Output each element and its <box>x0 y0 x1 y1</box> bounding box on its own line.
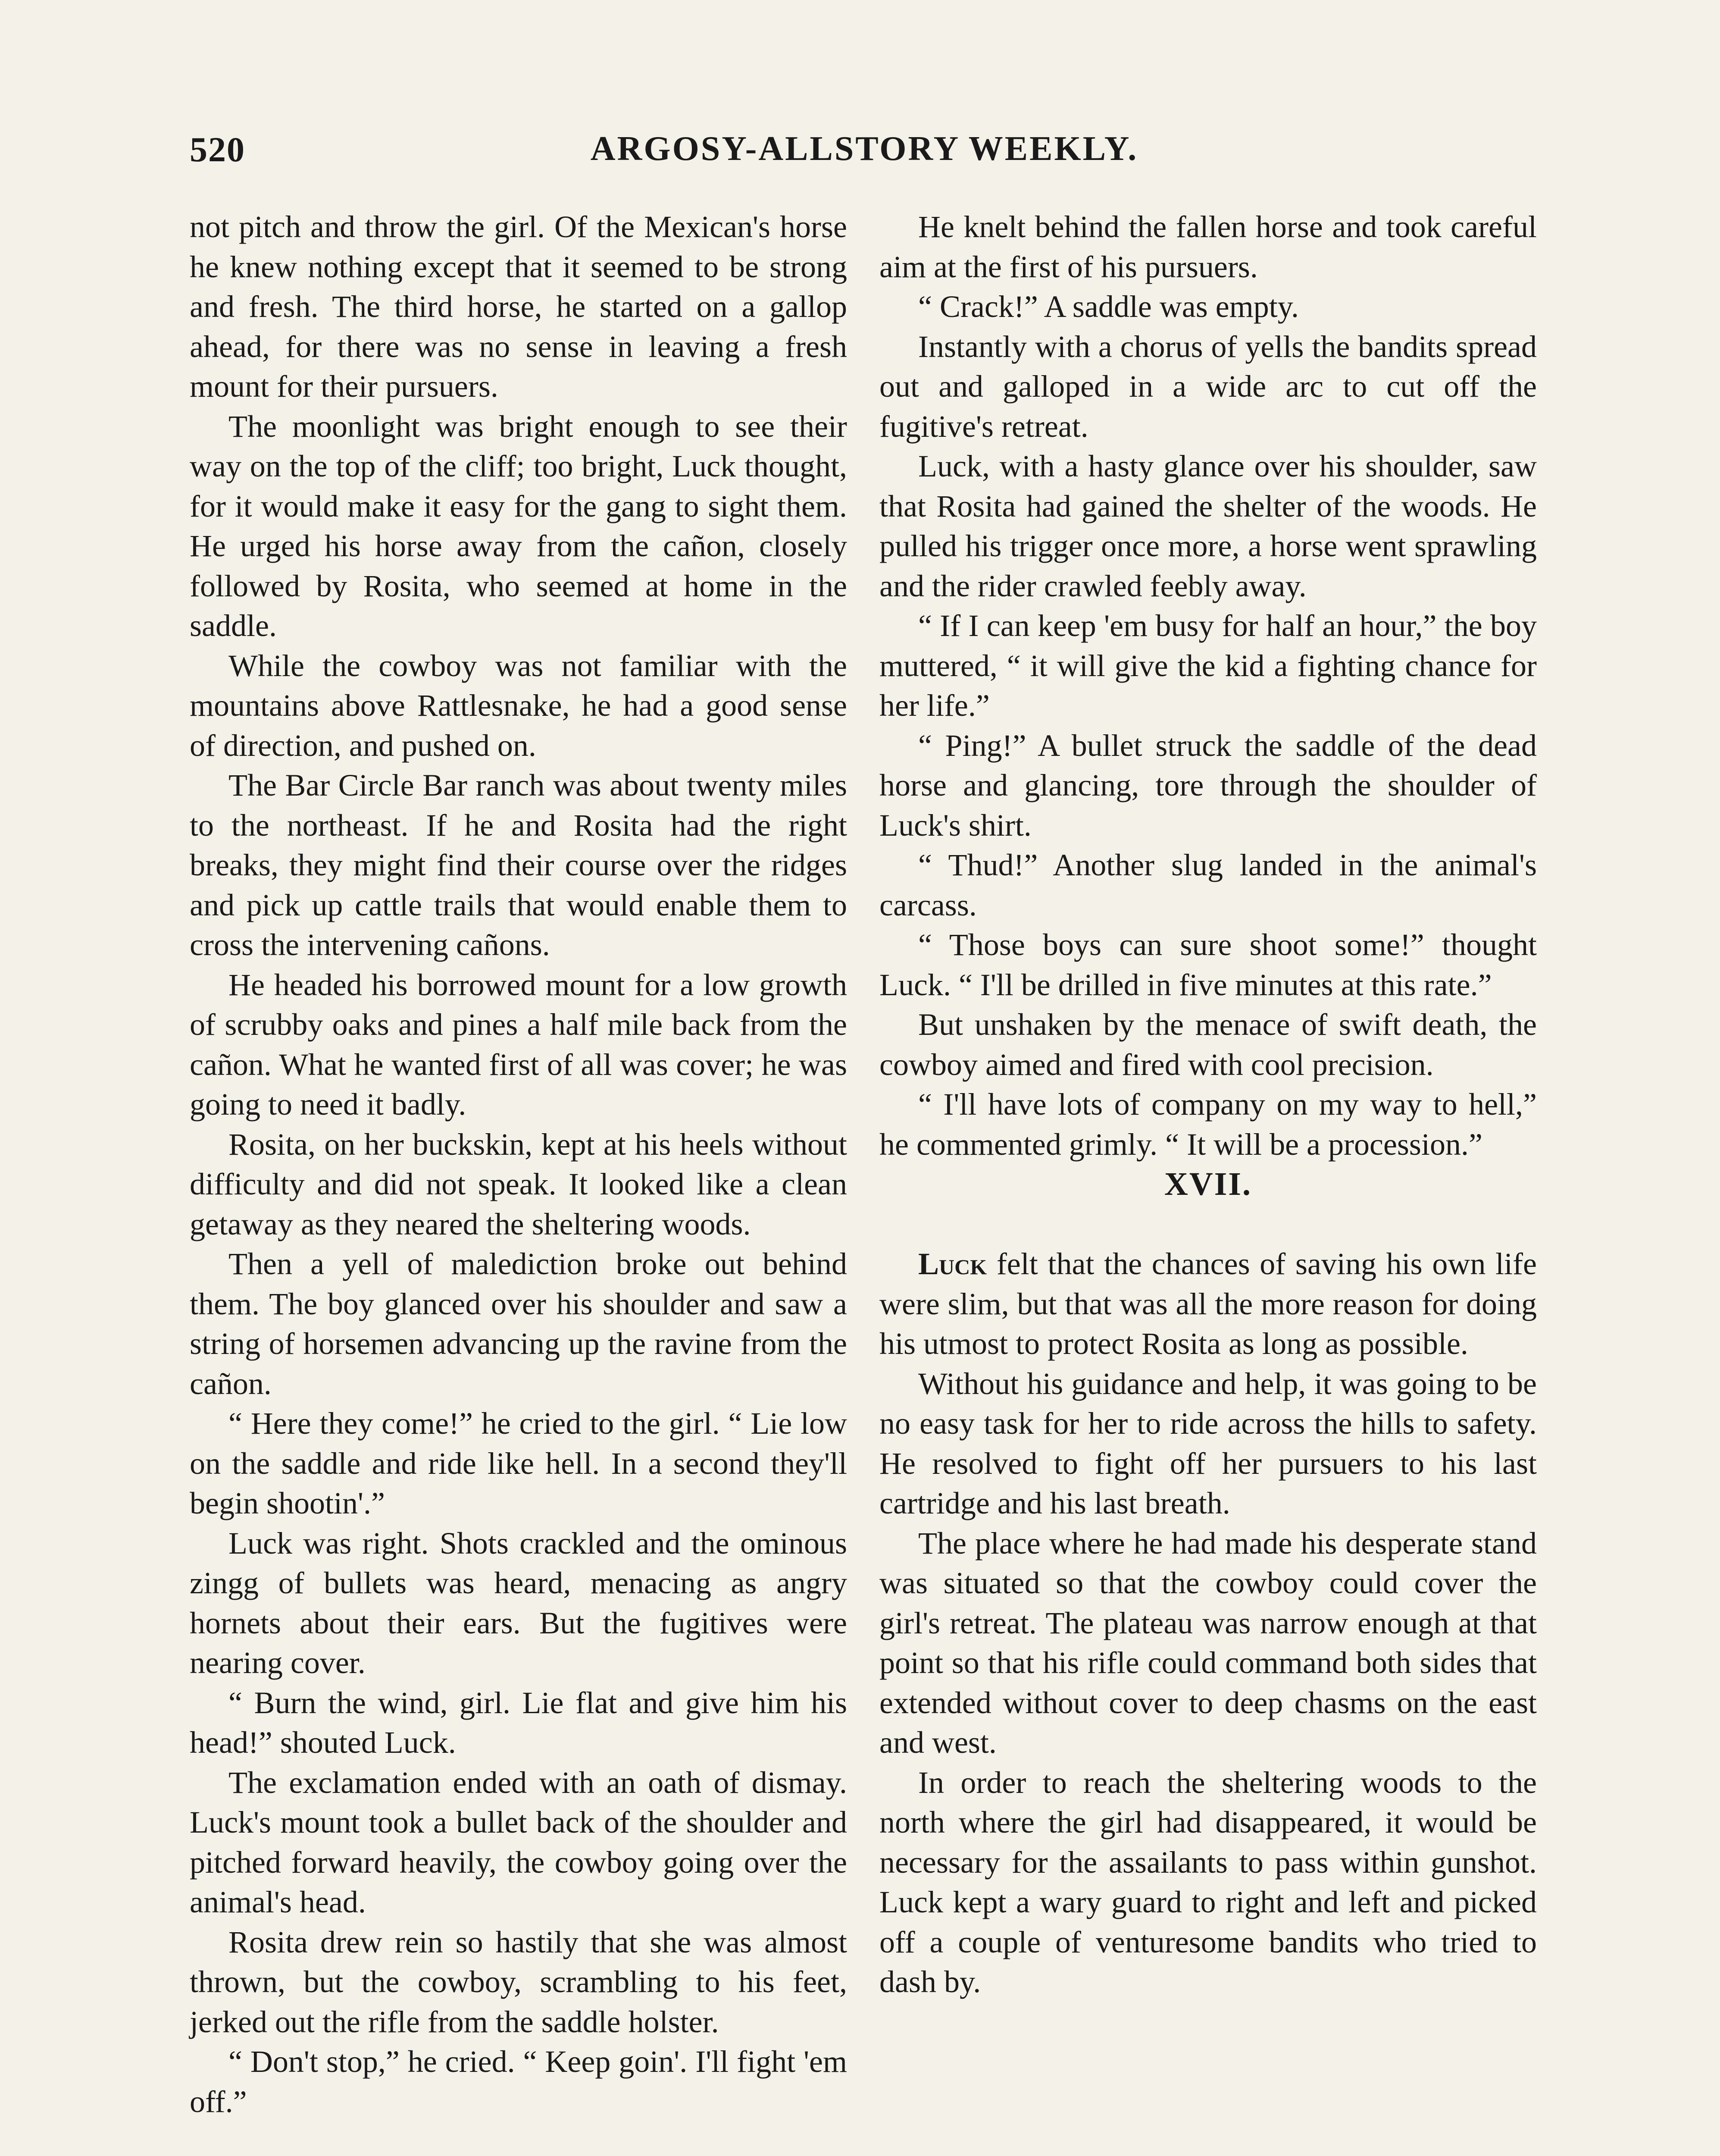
paragraph: The exclamation ended with an oath of dismay. Luck's mount took a bullet back of the shoulder and pitched forward heavily, the cowboy going over the animal's head. <box>190 1765 847 1919</box>
paragraph: “ Burn the wind, girl. Lie flat and give him his head!” shouted Luck. <box>190 1685 847 1760</box>
paragraph: “ Ping!” A bullet struck the saddle of the dead horse and glancing, tore through the shoulder of Luck's shirt. <box>879 728 1537 843</box>
paragraph: “ I'll have lots of company on my way to hell,” he commented grimly. “ It will be a procession.” <box>879 1087 1537 1162</box>
paragraph: He headed his borrowed mount for a low growth of scrubby oaks and pines a half mile back from the cañon. What he wanted first of all was cover; he was going to need it badly. <box>190 967 847 1122</box>
paragraph: While the cowboy was not familiar with the mountains above Rattlesnake, he had a good sense of direction, and pushed on. <box>190 648 847 763</box>
paragraph: “ If I can keep 'em busy for half an hour,” the boy muttered, “ it will give the kid a fighting chance for her life.” <box>879 608 1537 723</box>
paragraph: Without his guidance and help, it was going to be no easy task for her to ride across the hills to safety. He resolved to fight off her pursuers to his last cartridge and his last breath. <box>879 1366 1537 1520</box>
paragraph: “ Crack!” A saddle was empty. <box>918 289 1299 324</box>
running-title: ARGOSY-ALLSTORY WEEKLY. <box>590 130 1138 168</box>
paragraph: “ Thud!” Another slug landed in the animal's carcass. <box>879 848 1537 922</box>
paragraph: Luck was right. Shots crackled and the ominous zingg of bullets was heard, menacing as angry hornets about their ears. But the fugitives were nearing cover. <box>190 1526 847 1680</box>
paragraph: But unshaken by the menace of swift death, the cowboy aimed and fired with cool precision. <box>879 1007 1537 1082</box>
paragraph: The Bar Circle Bar ranch was about twenty miles to the northeast. If he and Rosita had the right breaks, they might find their course over the ridges and pick up cattle trails that would enable them to cross the intervening cañons. <box>190 768 847 962</box>
paragraph: not pitch and throw the girl. Of the Mexican's horse he knew nothing except that it seemed to be strong and fresh. The third horse, he started on a gallop ahead, for there was no sense in leaving a fresh mount for their pursuers. <box>190 210 847 404</box>
paragraph: Rosita drew rein so hastily that she was almost thrown, but the cowboy, scrambling to his feet, jerked out the rifle from the saddle holster. <box>190 1924 847 2039</box>
drop-word: Luck <box>918 1247 987 1281</box>
chapter-opening-paragraph <box>879 1244 1537 1364</box>
left-column <box>190 207 847 2122</box>
paragraph: The moonlight was bright enough to see their way on the top of the cliff; too bright, Luck thought, for it would make it easy for the gang to sight them. He urged his horse away from the cañon, closely followed by Rosita, who seemed at home in the saddle. <box>190 409 847 643</box>
paragraph: Instantly with a chorus of yells the bandits spread out and galloped in a wide arc to cut off the fugitive's retreat. <box>879 329 1537 444</box>
paragraph: Rosita, on her buckskin, kept at his heels without difficulty and did not speak. It looked like a clean getaway as they neared the sheltering woods. <box>190 1127 847 1241</box>
paragraph: “ Don't stop,” he cried. “ Keep goin'. I'll fight 'em off.” <box>190 2044 847 2119</box>
paragraph: Then a yell of malediction broke out behind them. The boy glanced over his shoulder and saw a string of horsemen advancing up the ravine from the cañon. <box>190 1247 847 1401</box>
page-number: 520 <box>190 130 245 169</box>
paragraph: “ Those boys can sure shoot some!” thought Luck. “ I'll be drilled in five minutes at this rate.” <box>879 928 1537 1002</box>
paragraph-text: felt that the chances of saving his own life were slim, but that was all the more reason for doing his utmost to protect Rosita as long as possible. <box>879 1247 1537 1361</box>
paragraph: The place where he had made his desperate stand was situated so that the cowboy could cover the girl's retreat. The plateau was narrow enough at that point so that his rifle could command both sides that extended without cover to deep chasms on the east and west. <box>879 1526 1537 1760</box>
paragraph: He knelt behind the fallen horse and took careful aim at the first of his pursuers. <box>879 210 1537 284</box>
paragraph: Luck, with a hasty glance over his shoulder, saw that Rosita had gained the shelter of the woods. He pulled his trigger once more, a horse went sprawling and the rider crawled feebly away. <box>879 449 1537 603</box>
chapter-heading: XVII. <box>1164 1166 1252 1202</box>
running-header <box>190 129 1539 177</box>
paragraph: “ Here they come!” he cried to the girl. “ Lie low on the saddle and ride like hell. In a second they'll begin shootin'.” <box>190 1406 847 1520</box>
paragraph: In order to reach the sheltering woods to the north where the girl had disappeared, it would be necessary for the assailants to pass within gunshot. Luck kept a wary guard to right and left and picked off a couple of venturesome bandits who tried to dash by. <box>879 1765 1537 1999</box>
right-column <box>879 207 1537 2002</box>
